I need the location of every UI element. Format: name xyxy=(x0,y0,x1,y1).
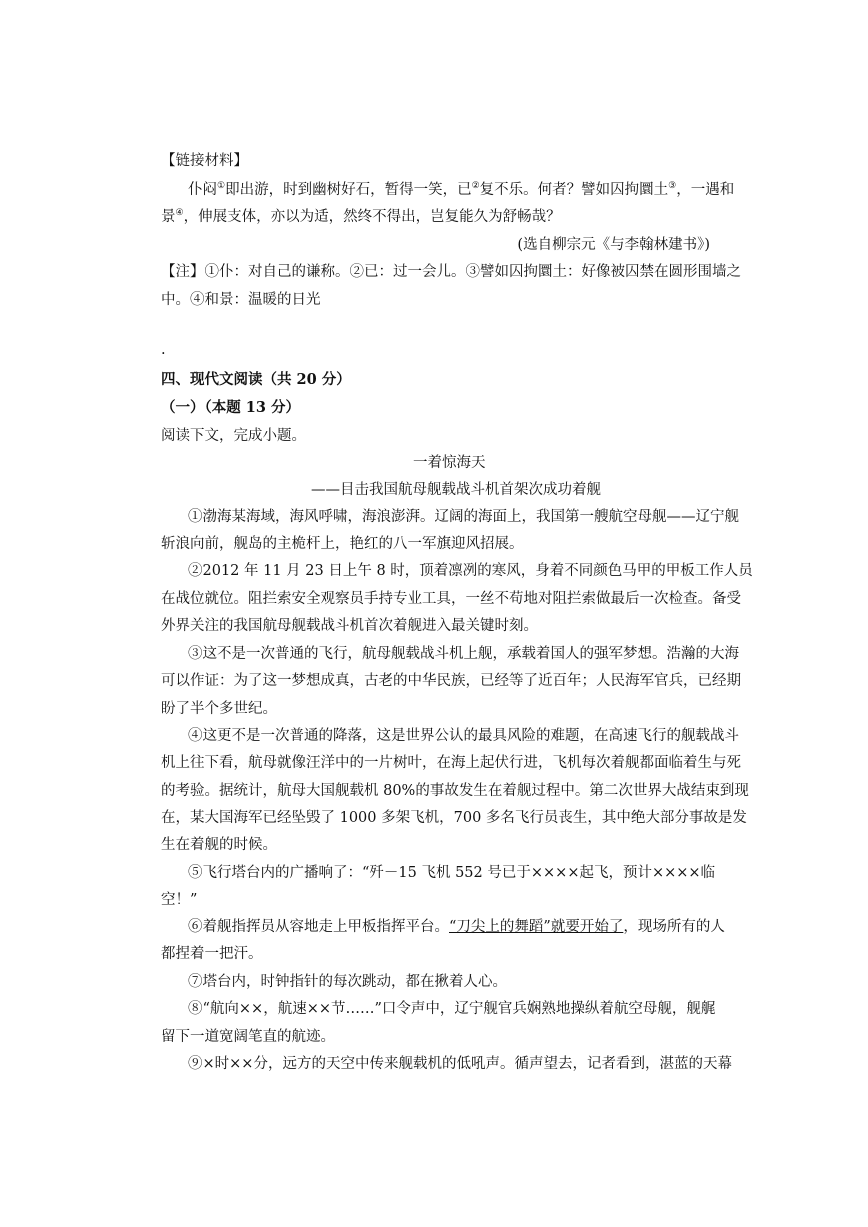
p2-line-3: 外界关注的我国航母舰载战斗机首次着舰进入最关键时刻。 xyxy=(161,618,538,634)
link-heading: 【链接材料】 xyxy=(161,153,248,169)
p4-line-3: 的考验。据统计，航母大国舰载机 80%的事故发生在着舰过程中。第二次世界大战结束到现 xyxy=(161,783,749,799)
footnote-mark: ② xyxy=(471,181,480,192)
footnote-mark: ③ xyxy=(668,181,677,192)
text: 仆闷 xyxy=(188,182,217,198)
footnote-mark: ④ xyxy=(175,208,184,219)
p4-line-4: 在，某大国海军已经坠毁了 1000 多架飞机，700 多名飞行员丧生，其中绝大部分事故是发 xyxy=(161,810,747,826)
text: 复不乐。何者？譬如囚拘圜土 xyxy=(479,182,669,198)
p3-line-3: 盼了半个多世纪。 xyxy=(161,701,277,717)
text: ，一遇和 xyxy=(676,182,735,198)
p1-line-2: 斩浪向前，舰岛的主桅杆上，艳红的八一军旗迎风招展。 xyxy=(161,536,524,552)
instruction: 阅读下文，完成小题。 xyxy=(161,428,306,444)
section-subtitle: （一）（本题 13 分） xyxy=(161,399,301,416)
p8-line-1: ⑧“航向××，航速××节……”口令声中，辽宁舰官兵娴熟地操纵着航空母舰，舰艉 xyxy=(188,1001,716,1017)
p4-line-5: 生在着舰的时候。 xyxy=(161,837,277,853)
p9-line-1: ⑨×时××分，远方的天空中传来舰载机的低吼声。循声望去，记者看到，湛蓝的天幕 xyxy=(188,1056,732,1072)
text: ，现场所有的人 xyxy=(623,919,725,935)
link-line-2 xyxy=(161,207,561,227)
link-note-1: 【注】①仆：对自己的谦称。②已：过一会儿。③譬如囚拘圜土：好像被囚禁在圆形围墙之 xyxy=(161,264,741,280)
link-line-1 xyxy=(188,180,734,200)
underlined-phrase: “刀尖上的舞蹈”就要开始了 xyxy=(449,919,624,935)
text: ⑥着舰指挥员从容地走上甲板指挥平台。 xyxy=(188,919,449,935)
footnote-mark: ① xyxy=(217,181,226,192)
text: ，伸展支体，亦以为适，然终不得出，岂复能久为舒畅哉？ xyxy=(183,209,561,225)
link-note-2: 中。④和景：温暖的日光 xyxy=(161,292,321,308)
p4-line-2: 机上往下看，航母就像汪洋中的一片树叶，在海上起伏行进，飞机每次着舰都面临着生与死 xyxy=(161,755,741,771)
section-title: 四、现代文阅读（共 20 分） xyxy=(161,371,351,388)
p3-line-1: ③这不是一次普通的飞行，航母舰载战斗机上舰，承载着国人的强军梦想。浩瀚的大海 xyxy=(188,646,739,662)
p3-line-2: 可以作证：为了这一梦想成真，古老的中华民族，已经等了近百年；人民海军官兵，已经期 xyxy=(161,673,741,689)
p6-line-2: 都捏着一把汗。 xyxy=(161,946,263,962)
article-subtitle: ——目击我国航母舰载战斗机首架次成功着舰 xyxy=(311,482,601,498)
p2-line-1: ②2012 年 11 月 23 日上午 8 时，顶着凛冽的寒风，身着不同颜色马甲的甲板工作人员 xyxy=(188,563,753,579)
p5-line-1: ⑤飞行塔台内的广播响了：“歼－15 飞机 552 号已于××××起飞，预计××××临 xyxy=(188,865,716,881)
stray-dot: . xyxy=(161,342,166,358)
link-source: (选自柳宗元《与李翰林建书》) xyxy=(517,237,710,253)
text: 景 xyxy=(161,209,176,225)
p4-line-1: ④这更不是一次普通的降落，这是世界公认的最具风险的难题，在高速飞行的舰载战斗 xyxy=(188,728,739,744)
article-title: 一着惊海天 xyxy=(413,455,486,471)
p2-line-2: 在战位就位。阻拦索安全观察员手持专业工具，一丝不苟地对阻拦索做最后一次检查。备受 xyxy=(161,591,741,607)
text: 即出游，时到幽树好石，暂得一笑，已 xyxy=(225,182,472,198)
p1-line-1: ①渤海某海域，海风呼啸，海浪澎湃。辽阔的海面上，我国第一艘航空母舰——辽宁舰 xyxy=(188,509,739,525)
p6-line-1 xyxy=(188,917,725,937)
p7-line-1: ⑦塔台内，时钟指针的每次跳动，都在揪着人心。 xyxy=(188,974,507,990)
p8-line-2: 留下一道宽阔笔直的航迹。 xyxy=(161,1029,335,1045)
p5-line-2: 空！” xyxy=(161,892,198,908)
